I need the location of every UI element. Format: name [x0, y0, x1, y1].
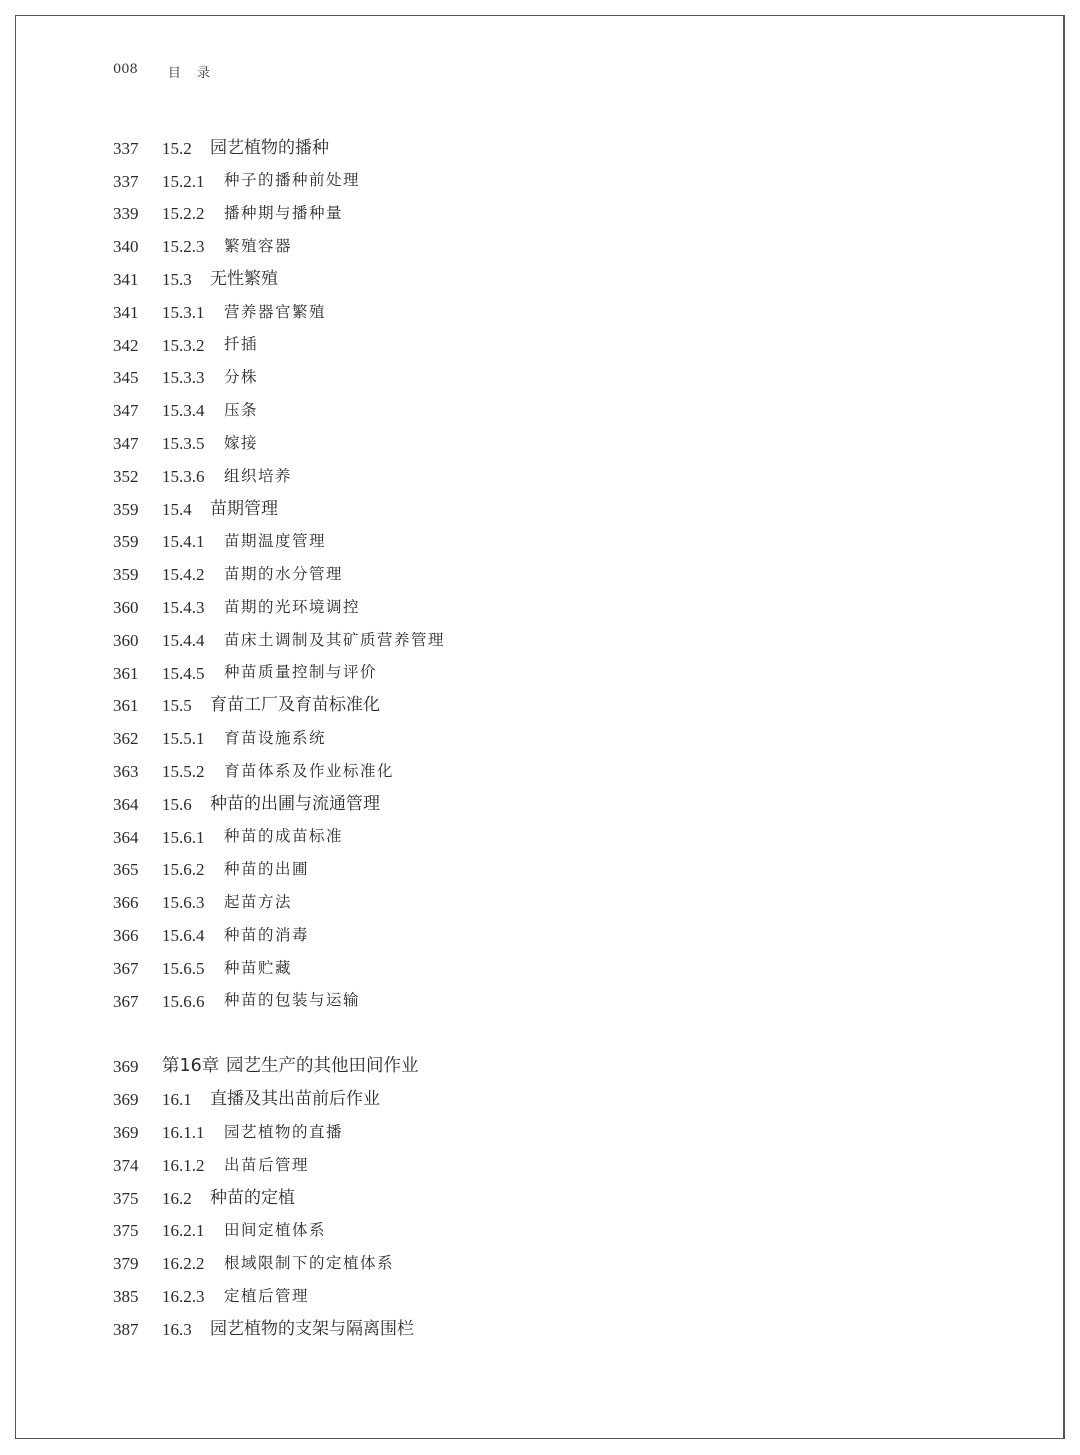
toc-section-number: 16.1 [162, 1090, 192, 1110]
toc-section-number: 15.3 [162, 270, 192, 290]
toc-entry[interactable] [113, 591, 913, 624]
toc-section-number: 15.4.5 [162, 663, 205, 683]
toc-page-number: 337 [113, 138, 139, 158]
toc-entry-title: 园艺植物的直播 [224, 1122, 344, 1141]
toc-entry-title: 嫁接 [224, 433, 259, 452]
toc-entry[interactable] [113, 919, 913, 952]
header-page-number: 008 [113, 62, 138, 77]
toc-section-number: 15.4.1 [162, 532, 205, 552]
toc-entry[interactable] [113, 394, 913, 427]
toc-entry[interactable] [113, 1149, 913, 1182]
toc-entry-title: 育苗设施系统 [224, 728, 327, 747]
toc-entry-title: 出苗后管理 [224, 1155, 310, 1174]
toc-entry-title: 种子的播种前处理 [224, 171, 361, 190]
toc-page-number: 341 [113, 270, 139, 290]
toc-page-number: 361 [113, 663, 139, 683]
toc-entry-title: 繁殖容器 [224, 237, 293, 256]
toc-entry[interactable] [113, 198, 913, 231]
toc-entry[interactable] [113, 1313, 913, 1346]
toc-entry[interactable] [113, 854, 913, 887]
toc-entry[interactable] [113, 788, 913, 821]
toc-section-number: 15.2.3 [162, 237, 205, 257]
toc-page-number: 339 [113, 204, 139, 224]
toc-section-number: 15.4.4 [162, 630, 205, 650]
toc-section-number: 16.2 [162, 1188, 192, 1208]
toc-section-number: 15.4 [162, 499, 192, 519]
toc-entry-title: 种苗贮藏 [224, 958, 293, 977]
toc-entry-title: 扦插 [224, 335, 259, 354]
toc-group-gap [113, 1018, 913, 1051]
toc-page-number: 340 [113, 237, 139, 257]
toc-page-number: 345 [113, 368, 139, 388]
toc-page-number: 363 [113, 762, 139, 782]
toc-section-number: 16.2.1 [162, 1221, 205, 1241]
toc-entry[interactable] [113, 657, 913, 690]
toc-entry-title: 园艺植物的播种 [210, 137, 329, 158]
toc-section-number: 16.1.2 [162, 1155, 205, 1175]
toc-entry-title: 种苗的出圃与流通管理 [210, 793, 380, 814]
toc-page-number: 347 [113, 401, 139, 421]
toc-entry[interactable] [113, 230, 913, 263]
toc-entry-title: 苗期管理 [210, 498, 278, 519]
toc-section-number: 15.2.1 [162, 171, 205, 191]
toc-section-number: 15.6.6 [162, 991, 205, 1011]
toc-entry[interactable] [113, 558, 913, 591]
toc-page-number: 387 [113, 1319, 139, 1339]
toc-entry[interactable] [113, 460, 913, 493]
toc-entry[interactable] [113, 427, 913, 460]
toc-entry-title: 压条 [224, 401, 259, 420]
header-title: 目 录 [167, 66, 216, 81]
toc-page-number: 359 [113, 565, 139, 585]
toc-page-number: 359 [113, 499, 139, 519]
toc-entry-title: 苗期的水分管理 [224, 565, 344, 583]
toc-entry[interactable] [113, 952, 913, 985]
toc-page-number: 374 [113, 1155, 139, 1175]
toc-page-number: 367 [113, 991, 139, 1011]
toc-entry-title: 定植后管理 [224, 1286, 310, 1305]
toc-entry[interactable] [113, 985, 913, 1018]
toc-entry-title: 无性繁殖 [210, 269, 278, 290]
toc-page-number: 342 [113, 335, 139, 355]
toc-section-number: 15.4.2 [162, 565, 205, 585]
toc-section-number: 15.3.5 [162, 434, 205, 454]
toc-page-number: 365 [113, 860, 139, 880]
toc-entry[interactable] [113, 821, 913, 854]
toc-section-number: 15.5.2 [162, 762, 205, 782]
toc-page-number: 347 [113, 434, 139, 454]
toc-entry[interactable] [113, 526, 913, 559]
toc-page-number: 364 [113, 827, 139, 847]
toc-page-number: 369 [113, 1057, 139, 1077]
toc-section-number: 15.2 [162, 138, 192, 158]
toc-section-number: 15.3.4 [162, 401, 205, 421]
toc-entry-title: 田间定植体系 [224, 1221, 327, 1240]
toc-entry-title: 园艺生产的其他田间作业 [226, 1056, 419, 1077]
toc-section-number: 15.3.1 [162, 302, 205, 322]
toc-entry[interactable] [113, 624, 913, 657]
toc-entry-title: 种苗的出圃 [224, 860, 310, 879]
toc-entry-title: 种苗质量控制与评价 [224, 663, 378, 682]
toc-page-number: 385 [113, 1286, 139, 1306]
toc-entry-title: 根域限制下的定植体系 [224, 1253, 395, 1272]
toc-page-number: 362 [113, 729, 139, 749]
toc-page-number: 375 [113, 1188, 139, 1208]
toc-section-number: 16.2.3 [162, 1286, 205, 1306]
toc-entry[interactable] [113, 296, 913, 329]
toc-entry-title: 组织培养 [224, 466, 293, 485]
toc-page-number: 361 [113, 696, 139, 716]
toc-entry[interactable] [113, 1247, 913, 1280]
toc-section-number: 15.6.4 [162, 926, 205, 946]
table-of-contents [113, 132, 913, 1346]
toc-entry-title: 苗期温度管理 [224, 532, 327, 551]
toc-section-number: 16.3 [162, 1319, 192, 1339]
toc-section-number: 第16章 [162, 1056, 220, 1077]
toc-entry[interactable] [113, 1116, 913, 1149]
toc-section-number: 15.5.1 [162, 729, 205, 749]
toc-page-number: 366 [113, 926, 139, 946]
toc-page-number: 379 [113, 1254, 139, 1274]
toc-section-number: 16.2.2 [162, 1254, 205, 1274]
toc-page-number: 375 [113, 1221, 139, 1241]
toc-entry-title: 种苗的成苗标准 [224, 827, 344, 846]
toc-entry-title: 苗期的光环境调控 [224, 597, 361, 616]
toc-section-number: 15.2.2 [162, 204, 205, 224]
toc-entry-title: 育苗工厂及育苗标准化 [210, 695, 380, 716]
toc-section-number: 15.3.3 [162, 368, 205, 388]
toc-page-number: 341 [113, 302, 139, 322]
toc-section-number: 15.6 [162, 794, 192, 814]
toc-entry[interactable] [113, 886, 913, 919]
toc-entry[interactable] [113, 1083, 913, 1116]
toc-page-number: 337 [113, 171, 139, 191]
running-header [113, 62, 216, 81]
toc-entry-title: 分株 [224, 368, 259, 387]
toc-entry[interactable] [113, 493, 913, 526]
toc-section-number: 15.6.3 [162, 893, 205, 913]
toc-entry-title: 育苗体系及作业标准化 [224, 761, 395, 780]
toc-entry-title: 种苗的消毒 [224, 925, 310, 944]
toc-entry[interactable] [113, 165, 913, 198]
toc-page-number: 352 [113, 466, 139, 486]
toc-entry[interactable] [113, 263, 913, 296]
toc-entry-title: 园艺植物的支架与隔离围栏 [210, 1318, 414, 1339]
toc-entry-title: 起苗方法 [224, 892, 293, 911]
toc-entry-title: 苗床土调制及其矿质营养管理 [224, 630, 446, 649]
toc-page-number: 360 [113, 630, 139, 650]
toc-section-number: 15.5 [162, 696, 192, 716]
toc-entry[interactable] [113, 1215, 913, 1248]
toc-section-number: 15.6.5 [162, 958, 205, 978]
toc-entry[interactable] [113, 722, 913, 755]
toc-entry[interactable] [113, 690, 913, 723]
toc-entry[interactable] [113, 1182, 913, 1215]
page-edge-line [1064, 15, 1065, 1439]
toc-section-number: 15.4.3 [162, 598, 205, 618]
toc-entry-title: 种苗的定植 [210, 1187, 295, 1208]
toc-section-number: 15.3.6 [162, 466, 205, 486]
toc-section-number: 15.3.2 [162, 335, 205, 355]
toc-page-number: 369 [113, 1123, 139, 1142]
toc-entry[interactable] [113, 362, 913, 395]
toc-section-number: 15.6.1 [162, 827, 205, 847]
toc-entry-title: 播种期与播种量 [224, 204, 344, 223]
toc-page-number: 364 [113, 794, 139, 814]
toc-entry[interactable] [113, 132, 913, 165]
toc-entry-title: 种苗的包装与运输 [224, 991, 361, 1010]
toc-entry[interactable] [113, 1280, 913, 1313]
toc-entry-title: 营养器官繁殖 [224, 302, 327, 321]
toc-page-number: 367 [113, 958, 139, 978]
toc-section-number: 15.6.2 [162, 860, 205, 880]
toc-entry[interactable] [113, 1051, 913, 1084]
toc-page-number: 366 [113, 893, 139, 913]
toc-page-number: 359 [113, 532, 139, 552]
toc-entry-title: 直播及其出苗前后作业 [210, 1089, 380, 1110]
toc-entry[interactable] [113, 755, 913, 788]
toc-page-number: 360 [113, 598, 139, 618]
toc-section-number: 16.1.1 [162, 1123, 205, 1142]
toc-entry[interactable] [113, 329, 913, 362]
toc-page-number: 369 [113, 1090, 139, 1110]
